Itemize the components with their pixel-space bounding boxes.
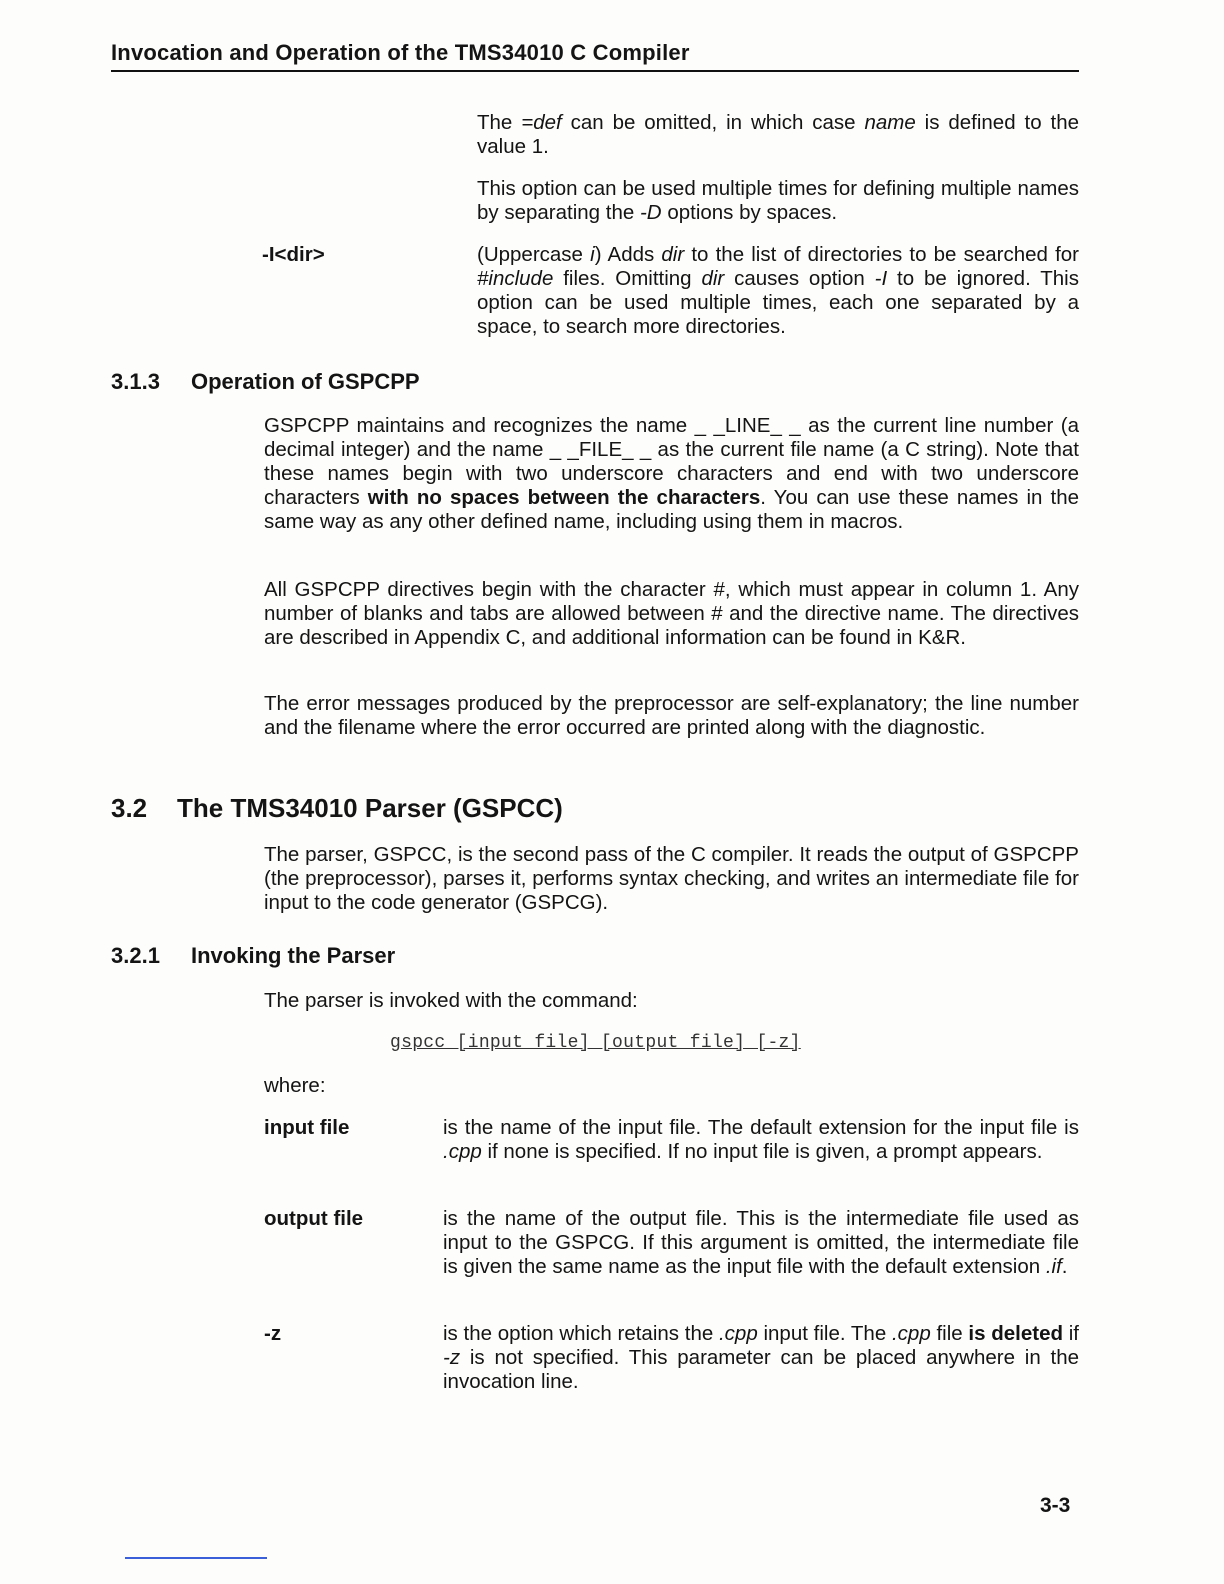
section-321-heading <box>111 943 395 969</box>
invoke-intro: The parser is invoked with the command: <box>264 989 638 1012</box>
where-label: where: <box>264 1074 326 1097</box>
output-file-description: is the name of the output file. This is the intermediate file used as input to the GSPCG. If this argument is omitted, the intermediate file is given the same name as the input file with the default extension .if. <box>443 1207 1079 1278</box>
z-option-description: is the option which retains the .cpp input file. The .cpp file is deleted if -z is not specified. This parameter can be placed anywhere in the invocation line. <box>443 1322 1079 1393</box>
input-file-description: is the name of the input file. The default extension for the input file is .cpp if none is specified. If no input file is given, a prompt appears. <box>443 1116 1079 1163</box>
section-title: Operation of GSPCPP <box>191 369 420 394</box>
section-title: Invoking the Parser <box>191 943 396 968</box>
section-number: 3.1.3 <box>111 369 160 394</box>
section-32-heading <box>111 793 563 824</box>
section-number: 3.2.1 <box>111 943 160 968</box>
parser-intro-paragraph: The parser, GSPCC, is the second pass of the C compiler. It reads the output of GSPCPP (the preprocessor), parses it, performs syntax checking, and writes an intermediate file for input to the code generator (GSPCG). <box>264 843 1079 914</box>
gspcpp-names-paragraph: GSPCPP maintains and recognizes the name _ _LINE_ _ as the current line number (a decimal integer) and the name _ _FILE_ _ as the current file name (a C string). Note that these names begin with two underscore characters and end with two underscore characters with no spaces between the characters. You can use these names in the same way as any other defined name, including using them in macros. <box>264 414 1079 533</box>
output-file-term: output file <box>264 1207 364 1230</box>
gspcpp-directives-paragraph: All GSPCPP directives begin with the character #, which must appear in column 1. Any number of blanks and tabs are allowed between # and the directive name. The directives are described in Appendix C, and additional information can be found in K&R. <box>264 578 1079 649</box>
multiple-d-paragraph: This option can be used multiple times for defining multiple names by separating the -D options by spaces. <box>477 177 1079 224</box>
section-title: The TMS34010 Parser (GSPCC) <box>177 793 563 823</box>
section-313-heading <box>111 369 420 395</box>
z-option-term: -z <box>264 1322 282 1345</box>
include-option-term: -I<dir> <box>262 243 325 266</box>
page-number: 3-3 <box>1040 1494 1071 1517</box>
running-head: Invocation and Operation of the TMS34010 C Compiler <box>111 40 1079 72</box>
def-paragraph: The =def can be omitted, in which case name is defined to the value 1. <box>477 111 1079 158</box>
footer-rule <box>125 1557 267 1559</box>
include-option-description: (Uppercase i) Adds dir to the list of directories to be searched for #include files. Omitting dir causes option -I to be ignored. This option can be used multiple times, each one separated by a space, to search more directories. <box>477 243 1079 338</box>
section-number: 3.2 <box>111 793 148 823</box>
gspcpp-errors-paragraph: The error messages produced by the preprocessor are self-explanatory; the line number and the filename where the error occurred are printed along with the diagnostic. <box>264 692 1079 739</box>
input-file-term: input file <box>264 1116 350 1139</box>
invocation-command: gspcc [input file] [output file] [-z] <box>390 1033 801 1053</box>
